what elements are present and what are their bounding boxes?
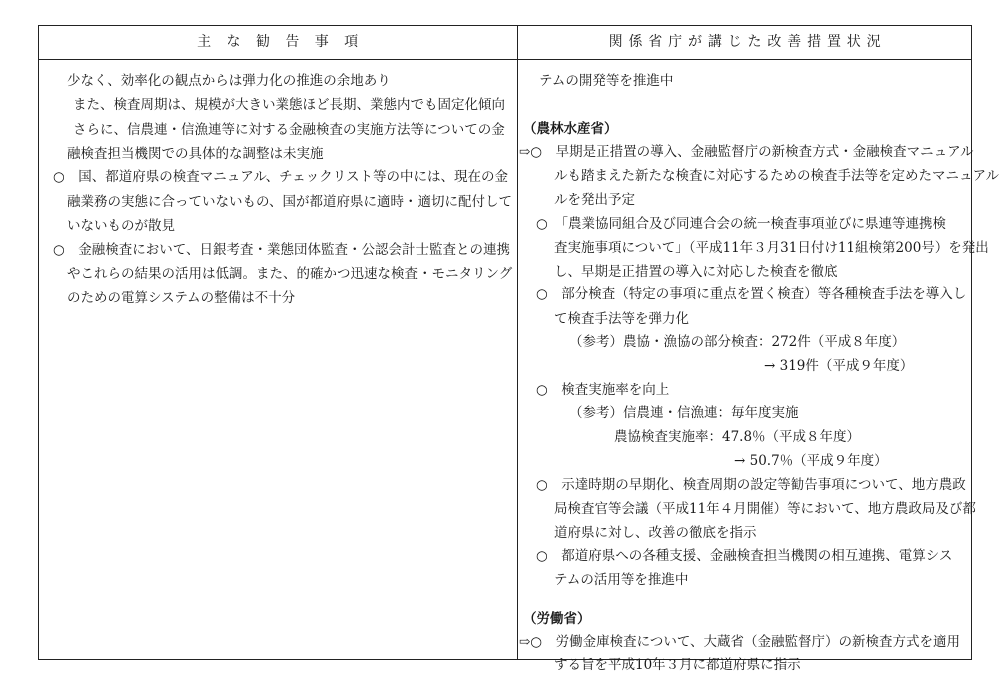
right-line: → 50.7％（平成９年度） xyxy=(734,453,888,469)
right-line: て検査手法等を弾力化 xyxy=(554,311,689,327)
right-line: （参考）信農連・信漁連：毎年度実施 xyxy=(569,405,799,421)
right-line: 農協検査実施率：47.8％（平成８年度） xyxy=(614,429,861,445)
ministry-heading: （労働省） xyxy=(523,611,591,627)
right-line: （参考）農協・漁協の部分検査：272件（平成８年度） xyxy=(569,334,906,350)
left-line: ○ 国、都道府県の検査マニュアル、チェックリスト等の中には、現在の金 xyxy=(53,169,508,185)
left-line: 融検査担当機関での具体的な調整は未実施 xyxy=(67,146,324,162)
right-line: ○ 部分検査（特定の事項に重点を置く検査）等各種検査手法を導入し xyxy=(536,286,967,302)
left-line: のための電算システムの整備は不十分 xyxy=(67,290,296,306)
right-line: テムの活用等を推進中 xyxy=(554,572,689,588)
left-line: さらに、信農連・信漁連等に対する金融検査の実施方法等についての金 xyxy=(73,122,505,138)
left-line: やこれらの結果の活用は低調。また、的確かつ迅速な検査・モニタリング xyxy=(67,266,513,282)
right-line: テムの開発等を推進中 xyxy=(539,73,674,89)
right-line: する旨を平成10年３月に都道府県に指示 xyxy=(554,657,801,673)
left-line: いないものが散見 xyxy=(67,218,175,234)
right-line: ルも踏まえた新たな検査に対応するための検査手法等を定めたマニュアル xyxy=(554,168,999,184)
left-line: 少なく、効率化の観点からは弾力化の推進の余地あり xyxy=(67,73,391,89)
ministry-heading: （農林水産省） xyxy=(523,121,618,137)
right-line: → 319件（平成９年度） xyxy=(764,358,914,374)
header-recommendations: 主 な 勧 告 事 項 xyxy=(197,34,359,50)
right-line: ○ 「農業協同組合及び同連合会の統一検査事項並びに県連等連携検 xyxy=(536,216,947,232)
right-line: ○ 検査実施率を向上 xyxy=(536,382,670,398)
right-line: 道府県に対し、改善の徹底を指示 xyxy=(554,525,757,541)
right-line: ルを発出予定 xyxy=(554,192,635,208)
right-line: ○ 示達時期の早期化、検査周期の設定等勧告事項について、地方農政 xyxy=(536,477,966,493)
column-divider xyxy=(517,26,518,659)
left-line: 融業務の実態に合っていないもの、国が都道府県に適時・適切に配付して xyxy=(67,194,512,210)
right-line: 査実施事項について」（平成11年３月31日付け11組検第200号）を発出 xyxy=(554,240,989,256)
right-line: ○ 都道府県への各種支援、金融検査担当機関の相互連携、電算シス xyxy=(536,548,953,564)
left-line: また、検査周期は、規模が大きい業態ほど長期、業態内でも固定化傾向 xyxy=(73,97,505,113)
left-line: ○ 金融検査において、日銀考査・業態団体監査・公認会計士監査との連携 xyxy=(53,242,511,258)
right-line: し、早期是正措置の導入に対応した検査を徹底 xyxy=(554,264,838,280)
header-measures: 関 係 省 庁 が 講 じ た 改 善 措 置 状 況 xyxy=(608,34,882,50)
table-header xyxy=(39,26,971,60)
right-line: ⇨○ 労働金庫検査について、大蔵省（金融監督庁）の新検査方式を適用 xyxy=(519,634,961,650)
document-table xyxy=(38,25,999,673)
right-line: ⇨○ 早期是正措置の導入、金融監督庁の新検査方式・金融検査マニュアル xyxy=(519,144,974,160)
right-line: 局検査官等会議（平成11年４月開催）等において、地方農政局及び都 xyxy=(554,501,976,517)
